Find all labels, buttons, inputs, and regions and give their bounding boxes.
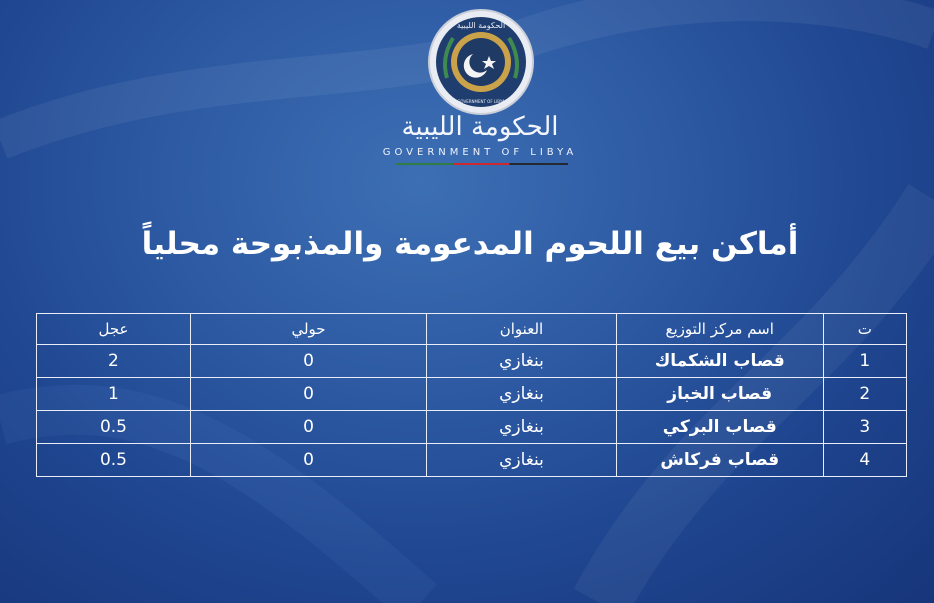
distribution-table xyxy=(36,313,907,477)
cell-calf: 2 xyxy=(37,345,191,378)
header-number: ت xyxy=(823,314,906,345)
cell-center-name: قصاب الخباز xyxy=(616,378,823,411)
table-header-row xyxy=(37,314,907,345)
cell-address: بنغازي xyxy=(427,444,617,477)
page-title: أماكن بيع اللحوم المدعومة والمذبوحة محلياً xyxy=(141,226,799,262)
government-name-english: GOVERNMENT OF LIBYA xyxy=(382,147,578,158)
cell-calf: 1 xyxy=(37,378,191,411)
cell-number: 3 xyxy=(823,411,906,444)
cell-calf: 0.5 xyxy=(37,411,191,444)
cell-number: 1 xyxy=(823,345,906,378)
table-row xyxy=(37,411,907,444)
cell-sheep: 0 xyxy=(190,411,426,444)
cell-center-name: قصاب البركي xyxy=(616,411,823,444)
cell-address: بنغازي xyxy=(427,411,617,444)
cell-number: 2 xyxy=(823,378,906,411)
cell-address: بنغازي xyxy=(427,345,617,378)
table-row xyxy=(37,345,907,378)
header-center-name: اسم مركز التوزيع xyxy=(616,314,823,345)
cell-calf: 0.5 xyxy=(37,444,191,477)
header-calf: عجل xyxy=(37,314,191,345)
cell-center-name: قصاب الشكماك xyxy=(616,345,823,378)
svg-text:الحكومة الليبية: الحكومة الليبية xyxy=(456,21,506,30)
table-row xyxy=(37,378,907,411)
cell-sheep: 0 xyxy=(190,345,426,378)
government-seal-logo xyxy=(427,8,535,116)
cell-sheep: 0 xyxy=(190,444,426,477)
header-sheep: حولي xyxy=(190,314,426,345)
cell-center-name: قصاب فركاش xyxy=(616,444,823,477)
cell-sheep: 0 xyxy=(190,378,426,411)
table-row xyxy=(37,444,907,477)
flag-color-underline xyxy=(396,163,568,165)
cell-number: 4 xyxy=(823,444,906,477)
svg-text:GOVERNMENT OF LIBYA: GOVERNMENT OF LIBYA xyxy=(457,99,505,104)
government-name-arabic: الحكومة الليبية xyxy=(401,112,559,142)
cell-address: بنغازي xyxy=(427,378,617,411)
header-address: العنوان xyxy=(427,314,617,345)
